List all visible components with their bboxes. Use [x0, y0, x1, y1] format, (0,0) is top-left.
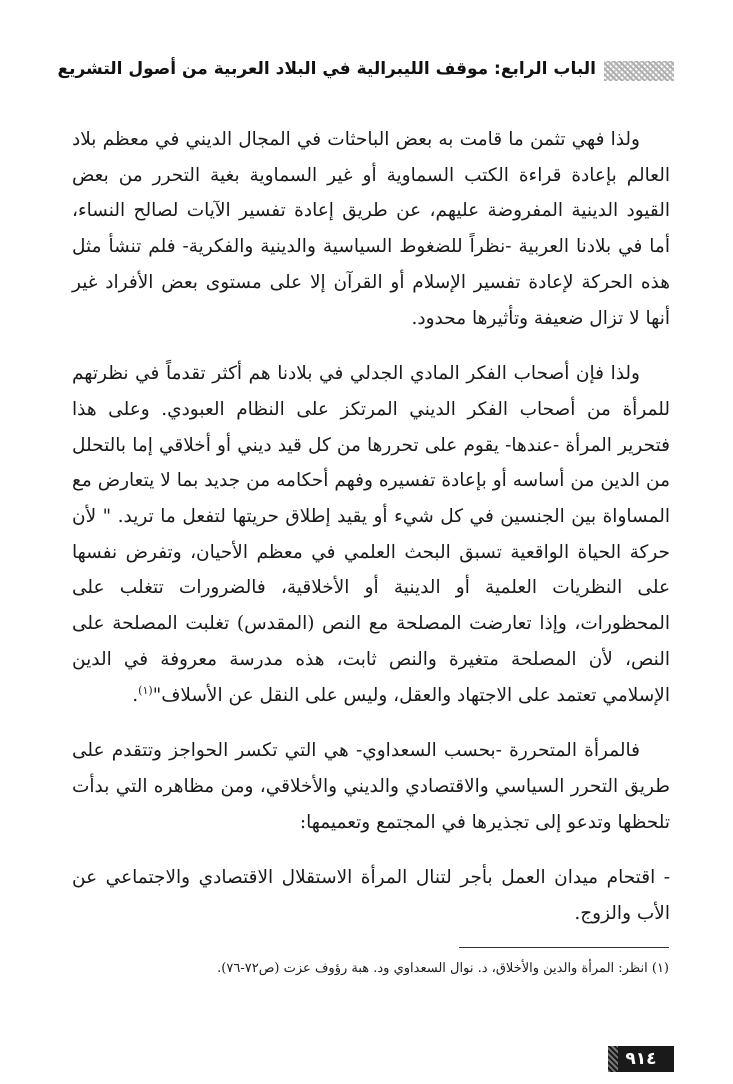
footnote: (١) انظر: المرأة والدين والأخلاق، د. نوال السعداوي ود. هبة رؤوف عزت (ص٧٢-٧٦). [217, 961, 669, 976]
chapter-title: الباب الرابع: موقف الليبرالية في البلاد العربية من أصول التشريع [57, 59, 596, 79]
running-header [57, 58, 674, 84]
paragraph-3: فالمرأة المتحررة -بحسب السعداوي- هي التي تكسر الحواجز وتتقدم على طريق التحرر السياسي والاقتصادي والديني والأخلاقي، ومن مظاهره التي بدأت تلحظها وتدعو إلى تجذيرها في المجتمع وتعميمها: [72, 740, 670, 833]
paragraph-1: ولذا فهي تثمن ما قامت به بعض الباحثات في المجال الديني في معظم بلاد العالم بإعادة قراءة الكتب السماوية أو غير السماوية بغية التحرر من بعض القيود الدينية المفروضة عليهم، عن طريق إعادة تفسير الآيات لصالح النساء، أما في بلادنا العربية -نظراً للضغوط السياسية والدينية والفكرية- فلم تنشأ مثل هذه الحركة لإعادة تفسير الإسلام أو القرآن إلا على مستوى بعض الأفراد غير أنها لا تزال ضعيفة وتأثيرها محدود. [72, 129, 670, 329]
header-ornament [604, 61, 674, 81]
page-number: ٩١٤ [625, 1049, 657, 1069]
paragraph-2-text: ولذا فإن أصحاب الفكر المادي الجدلي في بلادنا هم أكثر تقدماً في نظرتهم للمرأة من أصحاب الفكر الديني المرتكز على النظام العبودي. وعلى هذا فتحرير المرأة -عندها- يقوم على تحررها من كل قيد ديني أو أخلاقي إما بالتحلل من الدين من أساسه أو بإعادة تفسيره وفهم أحكامه من جديد بما لا يتعارض مع المساواة بين الجنسين في كل شيء أو يقيد إطلاق حريتها لتفعل ما تريد. " لأن حركة الحياة الواقعية تسبق البحث العلمي في معظم الأحيان، وتفرض نفسها على النظريات العلمية أو الدينية أو الأخلاقية، فالضرورات تتغلب على المحظورات، وإذا تعارضت المصلحة مع النص (المقدس) تغلبت المصلحة على النص، لأن المصلحة متغيرة والنص ثابت، هذه مدرسة معروفة في الدين الإسلامي تعتمد على الاجتهاد والعقل، وليس على النقل عن الأسلاف" [72, 363, 670, 706]
main-text [72, 122, 670, 952]
footnote-divider [459, 947, 669, 948]
footnote-reference[interactable]: (١) [138, 683, 153, 697]
page-number-badge [608, 1046, 674, 1072]
bullet-item: - اقتحام ميدان العمل بأجر لتنال المرأة الاستقلال الاقتصادي والاجتماعي عن الأب والزوج. [72, 867, 670, 925]
paragraph-2: ولذا فإن أصحاب الفكر المادي الجدلي في بلادنا هم أكثر تقدماً في نظرتهم للمرأة من أصحاب الفكر الديني المرتكز على النظام العبودي. وعلى هذا فتحرير المرأة -عندها- يقوم على تحررها من كل قيد ديني أو أخلاقي إما بالتحلل من الدين من أساسه أو بإعادة تفسيره وفهم أحكامه من جديد بما لا يتعارض مع المساواة بين الجنسين في كل شيء أو يقيد إطلاق حريتها لتفعل ما تريد. " لأن حركة الحياة الواقعية تسبق البحث العلمي في معظم الأحيان، وتفرض نفسها على النظريات العلمية أو الدينية أو الأخلاقية، فالضرورات تتغلب على المحظورات، وإذا تعارضت المصلحة مع النص (المقدس) تغلبت المصلحة على النص، لأن المصلحة متغيرة والنص ثابت، هذه مدرسة معروفة في الدين الإسلامي تعتمد على الاجتهاد والعقل، وليس على النقل عن الأسلاف"$^{(١)}$. [72, 363, 670, 706]
